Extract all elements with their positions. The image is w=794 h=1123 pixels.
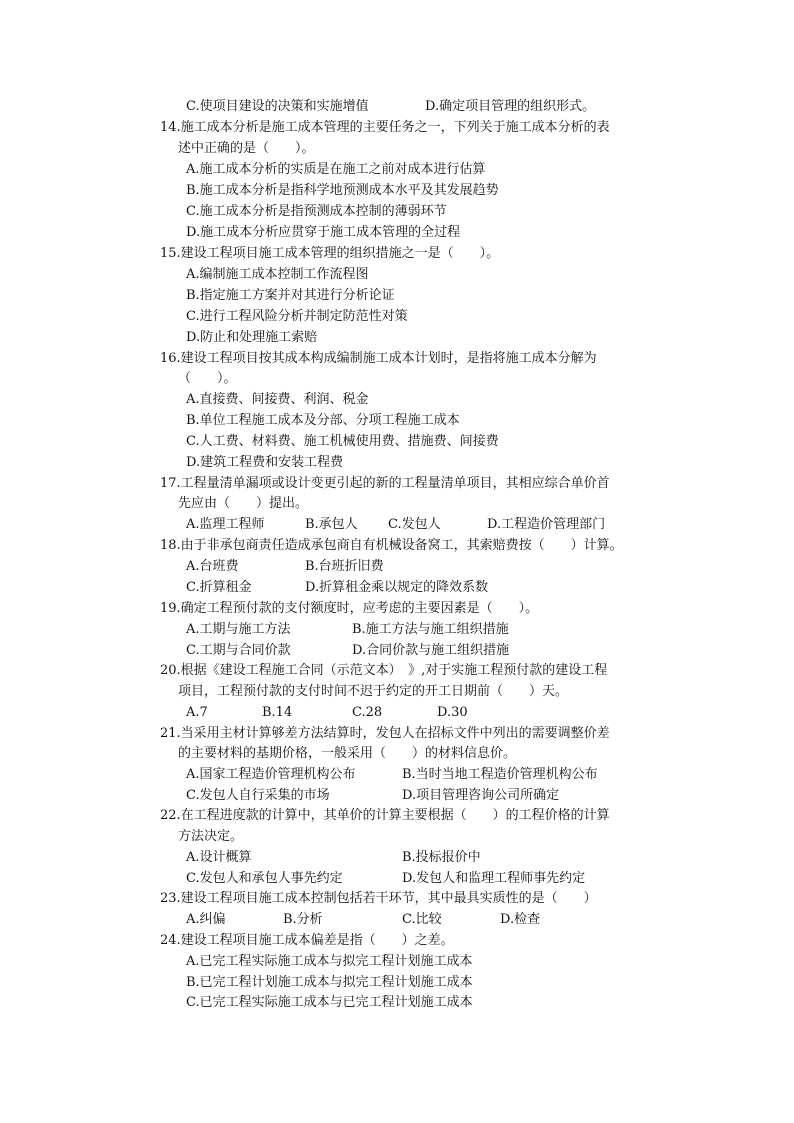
- q13-option-d: D.确定项目管理的组织形式。: [425, 99, 596, 114]
- q21-stem-line1: 21.当采用主材计算够差方法结算时，发包人在招标文件中列出的需要调整价差: [160, 726, 610, 741]
- q23-option-a: A.纠偏: [186, 912, 226, 927]
- q16-option-c: C.人工费、材料费、施工机械使用费、措施费、间接费: [186, 434, 499, 449]
- q20-option-c: C.28: [352, 705, 383, 720]
- q22-stem-line1: 22.在工程进度款的计算中，其单价的计算主要根据（ ）的工程价格的计算: [160, 808, 610, 823]
- q20-option-d: D.30: [437, 705, 468, 720]
- q24-stem-line1: 24.建设工程项目施工成本偏差是指（ ）之差。: [160, 933, 454, 948]
- q15-option-c: C.进行工程风险分析并制定防范性对策: [186, 309, 408, 324]
- q24-option-a: A.已完工程实际施工成本与拟完工程计划施工成本: [186, 954, 473, 969]
- q23-stem-line1: 23.建设工程项目施工成本控制包括若干环节，其中最具实质性的是（ ）: [160, 891, 597, 906]
- q17-option-b: B.承包人: [305, 517, 358, 532]
- q19-option-c: C.工期与合同价款: [186, 643, 291, 658]
- q17-option-d: D.工程造价管理部门: [487, 517, 606, 532]
- q17-option-a: A.监理工程师: [186, 517, 265, 532]
- q20-stem-line2: 项目，工程预付款的支付时间不迟于约定的开工日期前（ ）天。: [178, 684, 569, 699]
- q15-option-b: B.指定施工方案并对其进行分析论证: [186, 288, 395, 303]
- q18-option-d: D.折算租金乘以规定的降效系数: [305, 580, 489, 595]
- q16-option-b: B.单位工程施工成本及分部、分项工程施工成本: [186, 413, 460, 428]
- q14-option-d: D.施工成本分析应贯穿于施工成本管理的全过程: [186, 225, 461, 240]
- q22-option-a: A.设计概算: [186, 850, 252, 865]
- q23-option-b: B.分析: [283, 912, 323, 927]
- q22-stem-line2: 方法决定。: [178, 829, 244, 844]
- q17-option-c: C.发包人: [388, 517, 441, 532]
- q19-option-d: D.合同价款与施工组织措施: [352, 643, 510, 658]
- q19-option-a: A.工期与施工方法: [186, 622, 291, 637]
- q22-option-d: D.发包人和监理工程师事先约定: [402, 871, 586, 886]
- q14-option-a: A.施工成本分析的实质是在施工之前对成本进行估算: [186, 162, 486, 177]
- q21-option-a: A.国家工程造价管理机构公布: [186, 767, 356, 782]
- q14-stem-line2: 述中正确的是（ ）。: [178, 141, 315, 156]
- q21-option-d: D.项目管理咨询公司所确定: [402, 788, 560, 803]
- q18-option-c: C.折算租金: [186, 580, 252, 595]
- q20-option-b: B.14: [262, 705, 293, 720]
- q17-stem-line1: 17.工程量清单漏项或设计变更引起的新的工程量清单项目，其相应综合单价首: [160, 476, 610, 491]
- q20-option-a: A.7: [186, 705, 208, 720]
- q22-option-c: C.发包人和承包人事先约定: [186, 871, 343, 886]
- q15-option-a: A.编制施工成本控制工作流程图: [186, 267, 369, 282]
- q21-stem-line2: 的主要材料的基期价格，一般采用（ ）的材料信息价。: [178, 746, 517, 761]
- q20-stem-line1: 20.根据《建设工程施工合同（示范文本） 》,对于实施工程预付款的建设工程: [160, 663, 608, 678]
- q23-option-c: C.比较: [402, 912, 442, 927]
- q16-stem-line1: 16.建设工程项目按其成本构成编制施工成本计划时，是指将施工成本分解为: [160, 351, 597, 366]
- q24-option-c: C.已完工程实际施工成本与已完工程计划施工成本: [186, 995, 473, 1010]
- q17-stem-line2: 先应由（ ）提出。: [178, 496, 309, 511]
- q14-option-b: B.施工成本分析是指科学地预测成本水平及其发展趋势: [186, 183, 499, 198]
- q22-option-b: B.投标报价中: [402, 850, 481, 865]
- q15-stem-line1: 15.建设工程项目施工成本管理的组织措施之一是（ ）。: [160, 246, 500, 261]
- q13-option-c: C.使项目建设的决策和实施增值: [186, 99, 369, 114]
- q21-option-c: C.发包人自行采集的市场: [186, 788, 330, 803]
- q23-option-d: D.检查: [500, 912, 541, 927]
- q14-stem-line1: 14.施工成本分析是施工成本管理的主要任务之一，下列关于施工成本分析的表: [160, 120, 610, 135]
- q15-option-d: D.防止和处理施工索赔: [186, 330, 318, 345]
- q18-option-a: A.台班费: [186, 559, 239, 574]
- q18-stem-line1: 18.由于非承包商责任造成承包商自有机械设备窝工，其索赔费按（ ）计算。: [160, 538, 623, 553]
- q14-option-c: C.施工成本分析是指预测成本控制的薄弱环节: [186, 204, 447, 219]
- q21-option-b: B.当时当地工程造价管理机构公布: [402, 767, 598, 782]
- q19-stem-line1: 19.确定工程预付款的支付额度时，应考虑的主要因素是（ ）。: [160, 601, 539, 616]
- q19-option-b: B.施工方法与施工组织措施: [352, 622, 509, 637]
- q16-option-d: D.建筑工程费和安装工程费: [186, 455, 344, 470]
- q24-option-b: B.已完工程计划施工成本与拟完工程计划施工成本: [186, 975, 473, 990]
- q16-stem-line2: （ ）。: [178, 371, 237, 386]
- q16-option-a: A.直接费、间接费、利润、税金: [186, 392, 369, 407]
- q18-option-b: B.台班折旧费: [305, 559, 384, 574]
